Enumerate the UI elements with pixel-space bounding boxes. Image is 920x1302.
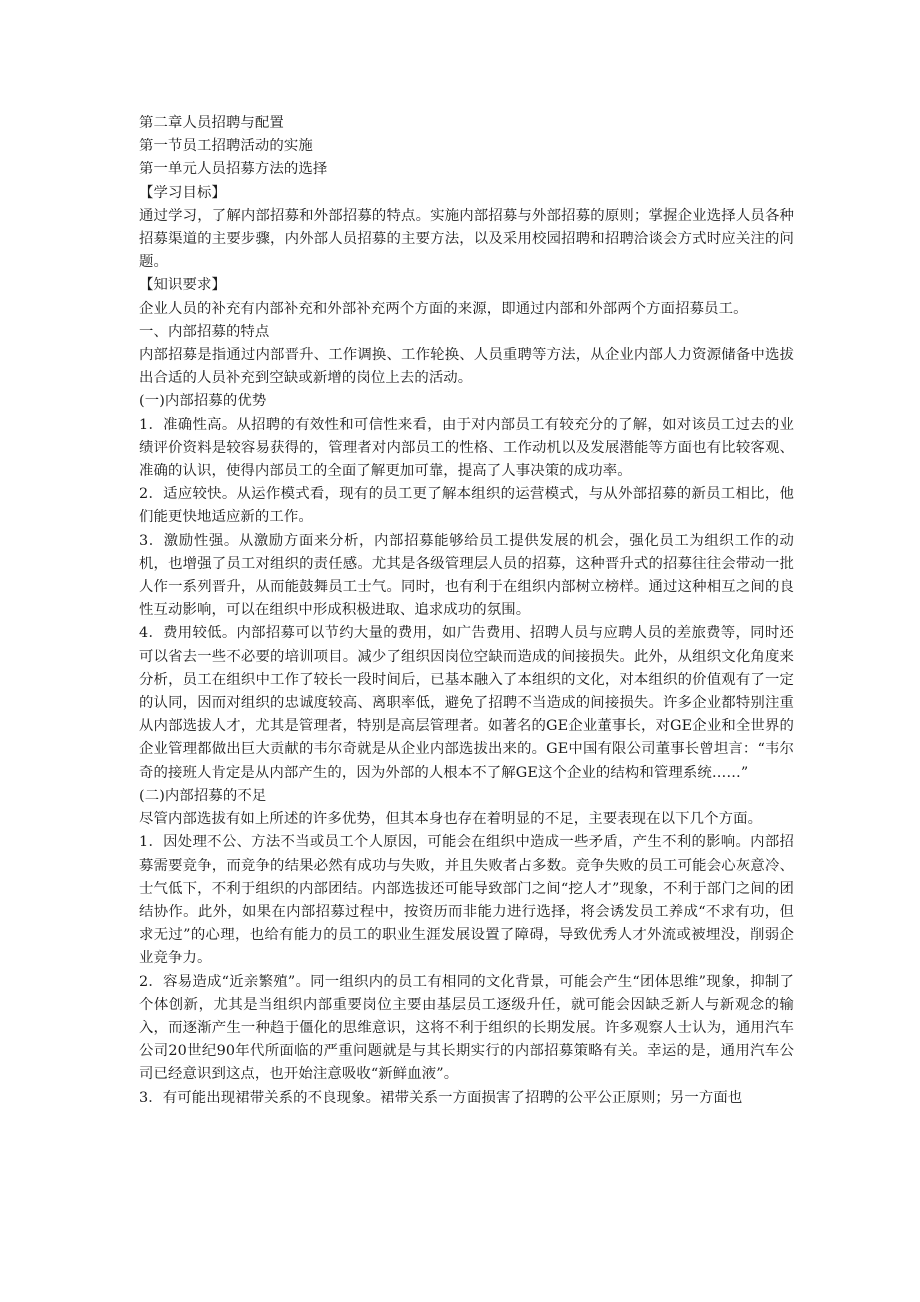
learning-objectives-heading: 【学习目标】 (139, 184, 226, 201)
list-item: 3．激励性强。从激励方面来分析，内部招募能够给员工提供发展的机会，强化员工为组织工作的动机，也增强了员工对组织的责任感。尤其是各级管理层人员的招募，这种晋升式的招募往往会带动一批人作一系列晋升，从而能鼓舞员工士气。同时，也有利于在组织内部树立榜样。通过这种相互之间的良性互动影响，可以在组织中形成积极进取、追求成功的氛围。 (139, 532, 794, 619)
paragraph: 尽管内部选拔有如上所述的许多优势，但其本身也存在着明显的不足，主要表现在以下几个方面。 (139, 811, 763, 828)
learning-objectives-text: 通过学习，了解内部招募和外部招募的特点。实施内部招募与外部招募的原则；掌握企业选择人员各种招募渠道的主要步骤，内外部人员招募的主要方法，以及采用校园招聘和招聘洽谈会方式时应关注的问题。 (139, 207, 794, 271)
section-title: 第一节员工招聘活动的实施 (139, 138, 313, 155)
list-item: 1．准确性高。从招聘的有效性和可信性来看，由于对内部员工有较充分的了解，如对该员工过去的业绩评价资料是较容易获得的，管理者对内部员工的性格、工作动机以及发展潜能等方面也有比较客观、准确的认识，使得内部员工的全面了解更加可靠，提高了人事决策的成功率。 (139, 416, 794, 480)
list-item: 2．容易造成“近亲繁殖”。同一组织内的员工有相同的文化背景，可能会产生“团体思维”现象，抑制了个体创新，尤其是当组织内部重要岗位主要由基层员工逐级升任，就可能会因缺乏新人与新观念的输入，而逐渐产生一种趋于僵化的思维意识，这将不利于组织的长期发展。许多观察人士认为，通用汽车公司20世纪90年代所面临的严重问题就是与其长期实行的内部招募策略有关。幸运的是，通用汽车公司已经意识到这点，也开始注意吸收“新鲜血液”。 (139, 973, 794, 1083)
subheading-disadvantages: (二)内部招募的不足 (139, 787, 267, 804)
list-item: 1．因处理不公、方法不当或员工个人原因，可能会在组织中造成一些矛盾，产生不利的影响。内部招募需要竞争，而竞争的结果必然有成功与失败，并且失败者占多数。竞争失败的员工可能会心灰意冷、士气低下，不利于组织的内部团结。内部选拔还可能导致部门之间“挖人才”现象，不利于部门之间的团结协作。此外，如果在内部招募过程中，按资历而非能力进行选择，将会诱发员工养成“不求有功，但求无过”的心理，也给有能力的员工的职业生涯发展设置了障碍，导致优秀人才外流或被埋没，削弱企业竞争力。 (139, 834, 794, 967)
list-item: 4．费用较低。内部招募可以节约大量的费用，如广告费用、招聘人员与应聘人员的差旅费等，同时还可以省去一些不必要的培训项目。减少了组织因岗位空缺而造成的间接损失。此外，从组织文化角度来分析，员工在组织中工作了较长一段时间后，已基本融入了本组织的文化，对本组织的价值观有了一定的认同，因而对组织的忠诚度较高、离职率低，避免了招聘不当造成的间接损失。许多企业都特别注重从内部选拔人才，尤其是管理者，特别是高层管理者。如著名的GE企业董事长，对GE企业和全世界的企业管理都做出巨大贡献的韦尔奇就是从企业内部选拔出来的。GE中国有限公司董事长曾坦言：“韦尔奇的接班人肯定是从内部产生的，因为外部的人根本不了解GE这个企业的结构和管理系统……” (139, 625, 794, 781)
subheading-advantages: (一)内部招募的优势 (139, 393, 267, 410)
list-item: 3．有可能出现裙带关系的不良现象。裙带关系一方面损害了招聘的公平公正原则；另一方面也 (139, 1089, 743, 1106)
document-body (139, 112, 794, 1110)
knowledge-requirements-heading: 【知识要求】 (139, 277, 226, 294)
paragraph: 企业人员的补充有内部补充和外部补充两个方面的来源，即通过内部和外部两个方面招募员工。 (139, 300, 748, 317)
unit-title: 第一单元人员招募方法的选择 (139, 161, 328, 178)
paragraph: 内部招募是指通过内部晋升、工作调换、工作轮换、人员重聘等方法，从企业内部人力资源储备中选拔出合适的人员补充到空缺或新增的岗位上去的活动。 (139, 347, 794, 387)
heading-internal-recruitment: 一、内部招募的特点 (139, 323, 270, 340)
chapter-title: 第二章人员招聘与配置 (139, 115, 284, 131)
list-item: 2．适应较快。从运作模式看，现有的员工更了解本组织的运营模式，与从外部招募的新员工相比，他们能更快地适应新的工作。 (139, 486, 794, 526)
